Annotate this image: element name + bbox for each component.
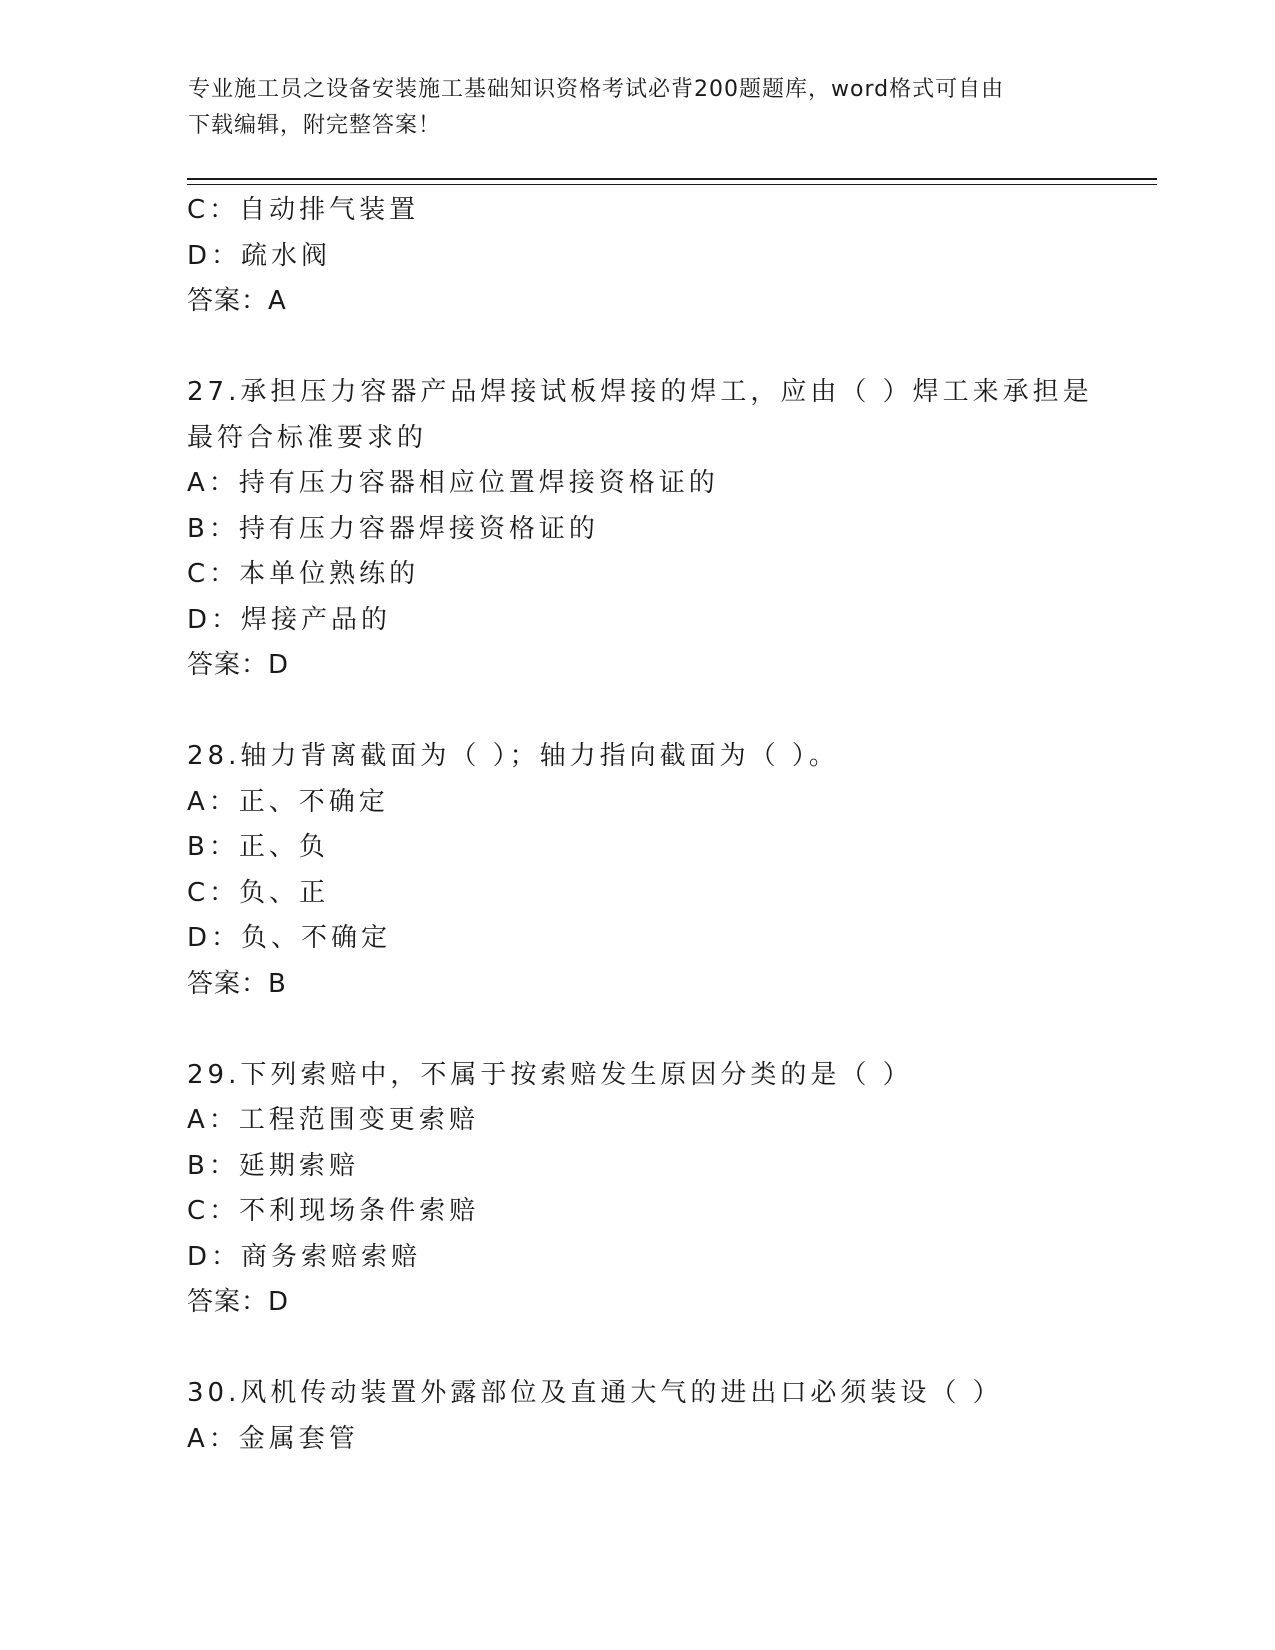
option-b: B：正、负	[187, 832, 329, 862]
option-a: A：持有压力容器相应位置焊接资格证的	[187, 468, 719, 498]
question-stem: 28.轴力背离截面为（ ）；轴力指向截面为（ ）。	[187, 741, 839, 771]
option-a: A：工程范围变更索赔	[187, 1105, 479, 1135]
answer-label: 答案：D	[187, 1287, 290, 1317]
document-header	[188, 72, 1068, 144]
option-b: B：延期索赔	[187, 1150, 359, 1181]
option-a: A：金属套管	[187, 1423, 359, 1454]
question-stem: 30.风机传动装置外露部位及直通大气的进出口必须装设（ ）	[187, 1378, 1003, 1408]
option-c: C：负、正	[187, 877, 330, 908]
spacer	[187, 1326, 1087, 1372]
header-title-line-2: 下载编辑，附完整答案！	[188, 113, 442, 138]
answer-label: 答案：B	[187, 968, 287, 999]
question-29	[187, 1053, 1087, 1326]
question-stem-continued: 最符合标准要求的	[187, 422, 428, 453]
option-c: C：自动排气装置	[187, 195, 420, 225]
option-c: C：本单位熟练的	[187, 559, 420, 589]
header-divider-thin	[187, 184, 1157, 185]
header-title-line-1: 专业施工员之设备安装施工基础知识资格考试必背200题题库，word格式可自由	[188, 77, 1005, 102]
option-d: D：疏水阀	[187, 240, 332, 271]
option-d: D：负、不确定	[187, 923, 392, 953]
question-27	[187, 370, 1093, 689]
question-stem: 27.承担压力容器产品焊接试板焊接的焊工，应由（ ）焊工来承担是	[187, 377, 1093, 407]
header-divider-thick	[187, 178, 1157, 180]
spacer	[187, 325, 1087, 371]
answer-label: 答案：A	[187, 286, 287, 316]
spacer	[187, 689, 1087, 735]
question-26-tail	[187, 188, 1087, 325]
option-d: D：焊接产品的	[187, 604, 392, 635]
answer-label: 答案：D	[187, 650, 290, 680]
option-b: B：持有压力容器焊接资格证的	[187, 513, 599, 544]
question-30	[187, 1371, 1087, 1462]
question-stem: 29.下列索赔中，不属于按索赔发生原因分类的是（ ）	[187, 1059, 913, 1090]
question-list	[187, 188, 1093, 1462]
option-d: D：商务索赔索赔	[187, 1241, 422, 1272]
option-c: C：不利现场条件索赔	[187, 1196, 480, 1226]
question-28	[187, 734, 1087, 1007]
spacer	[187, 1007, 1087, 1053]
option-a: A：正、不确定	[187, 786, 389, 817]
